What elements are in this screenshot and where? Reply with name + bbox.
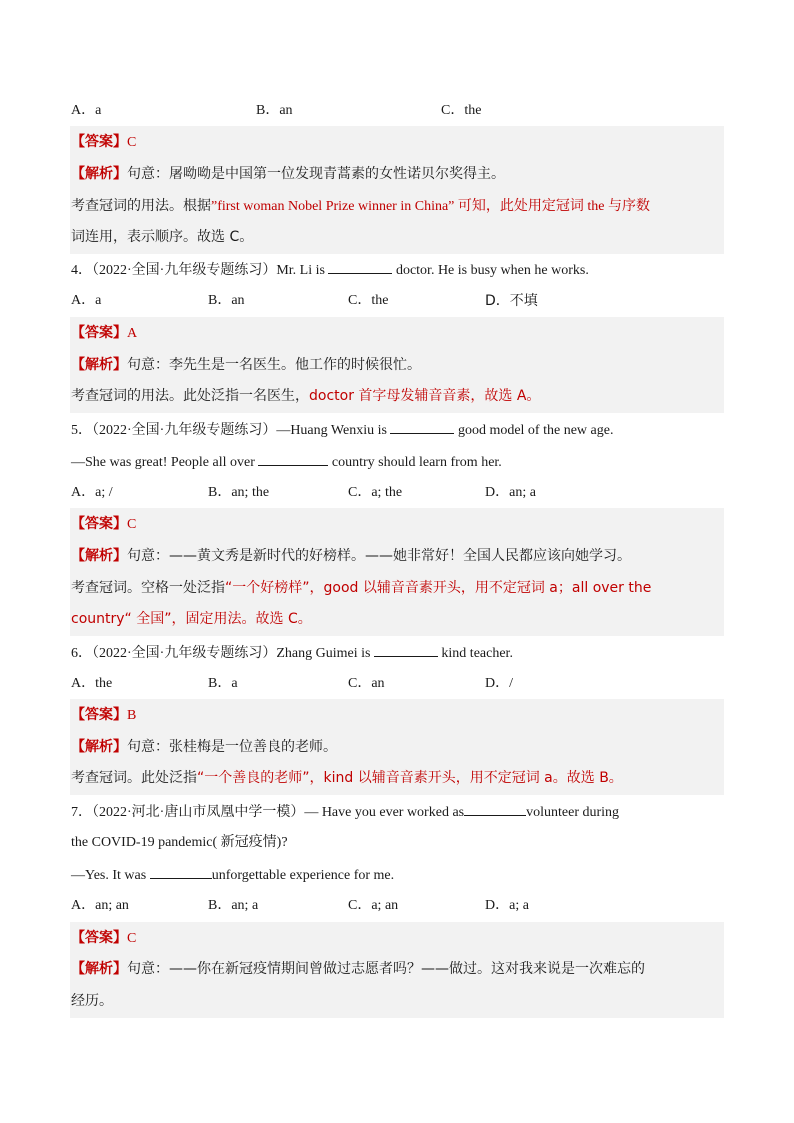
q5-stem (71, 419, 613, 441)
q7-option-b: B．an; a (208, 898, 259, 913)
analysis-tag: 【解析】 (71, 548, 127, 564)
answer-tag: 【答案】 (71, 325, 127, 341)
q3-option-b: B．an (256, 103, 293, 118)
q7-stem-b: volunteer during (526, 805, 620, 820)
q5-answer: C (127, 517, 137, 532)
q4-option-a: A．a (71, 293, 102, 308)
q3-answer: C (127, 135, 137, 150)
q6-analysis-line-2 (71, 768, 623, 788)
q7-stem3-a: —Yes. It was (71, 868, 147, 883)
q7-stem3-b: unforgettable experience for me. (211, 868, 395, 883)
q3-analysis-line-3: 词连用，表示顺序。故选 C。 (71, 229, 254, 245)
q6-analysis-2b: “一个善良的老师”，kind 以辅音音素开头，用不定冠词 a。故选 B。 (197, 770, 623, 786)
q4-analysis-1: 句意：李先生是一名医生。他工作的时候很忙。 (127, 357, 421, 373)
q4-analysis-line-1 (71, 355, 421, 375)
q7-answer-line (71, 928, 136, 949)
q4-analysis-line-2 (71, 386, 540, 406)
q6-option-d: D．/ (485, 676, 513, 691)
q4-stem-b: doctor. He is busy when he works. (395, 263, 589, 278)
answer-tag: 【答案】 (71, 707, 127, 723)
q3-analysis-2b: ”first woman Nobel Prize winner in China” 可知，此处用定冠词 the 与序数 (211, 199, 650, 214)
q4-answer: A (127, 326, 138, 341)
q5-stem2-a: —She was great! People all over (71, 455, 255, 470)
q4-option-c: C．the (348, 293, 389, 308)
answer-tag: 【答案】 (71, 930, 127, 946)
q6-stem (71, 642, 513, 664)
q6-option-c: C．an (348, 676, 385, 691)
q7-option-d: D．a; a (485, 898, 529, 913)
q4-option-d: D．不填 (485, 293, 538, 309)
q5-stem-b: good model of the new age. (457, 423, 614, 438)
q3-analysis-1: 句意：屠呦呦是中国第一位发现青蒿素的女性诺贝尔奖得主。 (127, 166, 505, 182)
q6-blank[interactable] (374, 642, 438, 657)
q4-analysis-2a: 考查冠词的用法。此处泛指一名医生， (71, 388, 309, 404)
q4-stem (71, 259, 589, 281)
q4-blank[interactable] (328, 259, 392, 274)
q5-analysis-1: 句意：——黄文秀是新时代的好榜样。——她非常好！全国人民都应该向她学习。 (127, 548, 631, 564)
q4-stem-a: 4．（2022·全国·九年级专题练习）Mr. Li is (71, 263, 325, 278)
q6-option-b: B．a (208, 676, 238, 691)
q7-option-c: C．a; an (348, 898, 399, 913)
q6-stem-b: kind teacher. (441, 646, 513, 661)
q7-stem-3 (71, 864, 394, 886)
q4-option-b: B．an (208, 293, 245, 308)
q6-analysis-2a: 考查冠词。此处泛指 (71, 770, 197, 786)
q5-option-d: D．an; a (485, 485, 536, 500)
q5-analysis-line-3: country“ 全国”，固定用法。故选 C。 (71, 611, 312, 627)
q5-blank-1[interactable] (390, 419, 454, 434)
q6-answer-line (71, 705, 136, 726)
q7-stem (71, 801, 619, 823)
q4-answer-line (71, 323, 137, 344)
q7-answer: C (127, 931, 137, 946)
q3-analysis-2a: 考查冠词的用法。根据 (71, 198, 211, 214)
q5-option-a: A．a; / (71, 485, 113, 500)
analysis-tag: 【解析】 (71, 357, 127, 373)
analysis-tag: 【解析】 (71, 739, 127, 755)
q6-answer: B (127, 708, 137, 723)
q6-analysis-1: 句意：张桂梅是一位善良的老师。 (127, 739, 337, 755)
q5-answer-line (71, 514, 136, 535)
q4-analysis-2b: doctor 首字母发辅音音素，故选 A。 (309, 388, 541, 404)
answer-tag: 【答案】 (71, 134, 127, 150)
q7-stem-a: 7．（2022·河北·唐山市凤凰中学一模）— Have you ever worked as (71, 805, 465, 820)
q7-analysis-line-2: 经历。 (71, 993, 113, 1009)
q5-analysis-line-1 (71, 546, 631, 566)
q6-stem-a: 6．（2022·全国·九年级专题练习）Zhang Guimei is (71, 646, 371, 661)
q6-option-a: A．the (71, 676, 113, 691)
q5-stem-a: 5．（2022·全国·九年级专题练习）—Huang Wenxiu is (71, 423, 387, 438)
q5-analysis-2a: 考查冠词。空格一处泛指 (71, 580, 225, 596)
q5-stem-2 (71, 451, 502, 473)
q5-blank-2[interactable] (258, 451, 328, 466)
q5-analysis-line-2 (71, 578, 651, 598)
q7-blank-1[interactable] (464, 801, 526, 816)
q3-analysis-line-2 (71, 196, 650, 217)
analysis-tag: 【解析】 (71, 166, 127, 182)
q5-option-b: B．an; the (208, 485, 270, 500)
answer-tag: 【答案】 (71, 516, 127, 532)
q7-analysis-1: 句意：——你在新冠疫情期间曾做过志愿者吗？——做过。这对我来说是一次难忘的 (127, 961, 645, 977)
q5-option-c: C．a; the (348, 485, 403, 500)
q3-option-c: C．the (441, 103, 482, 118)
q3-answer-line (71, 132, 136, 153)
q5-analysis-2b: “一个好榜样”，good 以辅音音素开头，用不定冠词 a；all over the (225, 580, 652, 596)
q3-option-a: A．a (71, 103, 102, 118)
q5-stem2-b: country should learn from her. (331, 455, 502, 470)
analysis-tag: 【解析】 (71, 961, 127, 977)
q3-analysis-line-1 (71, 164, 505, 184)
q7-stem-2: the COVID-19 pandemic( 新冠疫情)? (71, 835, 288, 850)
q7-analysis-line-1 (71, 959, 645, 979)
q7-option-a: A．an; an (71, 898, 129, 913)
q7-blank-2[interactable] (150, 864, 212, 879)
q6-analysis-line-1 (71, 737, 337, 757)
